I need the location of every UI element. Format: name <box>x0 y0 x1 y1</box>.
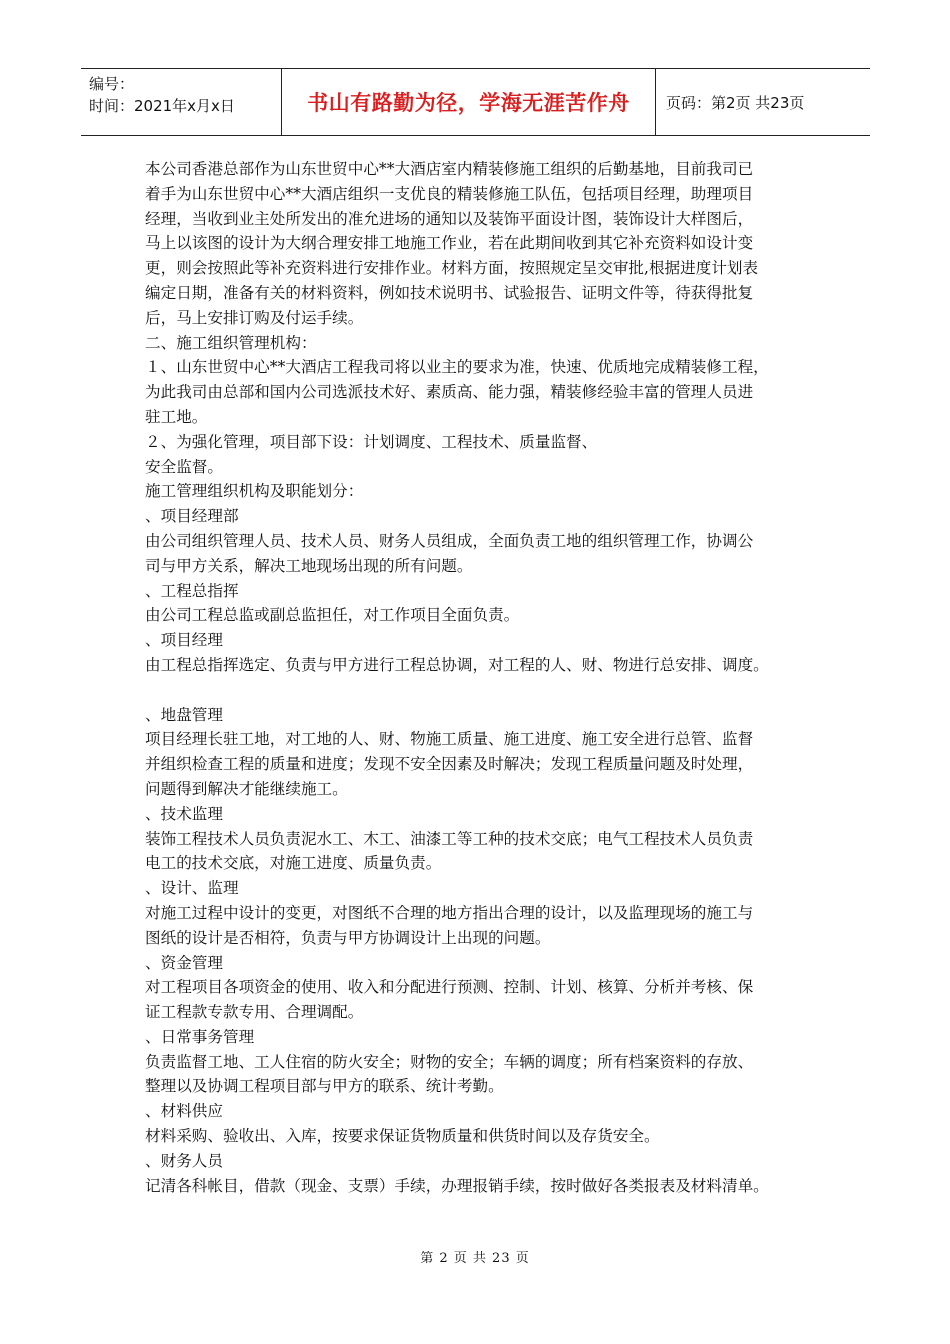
document-number-label: 编号： <box>89 75 135 93</box>
body-line: 、设计、监理 <box>145 879 239 898</box>
body-line: 、项目经理部 <box>145 507 239 526</box>
body-line: 马上以该图的设计为大纲合理安排工地施工作业，若在此期间收到其它补充资料如设计变 <box>145 234 754 253</box>
body-line: 司与甲方关系，解决工地现场出现的所有问题。 <box>145 556 473 575</box>
body-line: １、山东世贸中心**大酒店工程我司将以业主的要求为准，快速、优质地完成精装修工程， <box>145 358 769 377</box>
body-line: 由公司组织管理人员、技术人员、财务人员组成，全面负责工地的组织管理工作，协调公 <box>145 531 754 550</box>
header-page-info: 页码：第2页 共23页 <box>666 93 805 112</box>
body-line: 由公司工程总监或副总监担任，对工作项目全面负责。 <box>145 606 520 625</box>
body-line: 、项目经理 <box>145 631 223 650</box>
document-time-label: 时间：2021年x月x日 <box>89 97 235 115</box>
page-footer: 第 2 页 共 23 页 <box>420 1251 530 1266</box>
body-line: 、技术监理 <box>145 804 223 823</box>
body-line: 对施工过程中设计的变更，对图纸不合理的地方指出合理的设计，以及监理现场的施工与 <box>145 903 754 922</box>
body-line: 对工程项目各项资金的使用、收入和分配进行预测、控制、计划、核算、分析并考核、保 <box>145 978 754 997</box>
document-header <box>81 68 870 136</box>
document-body <box>145 157 810 1198</box>
body-line: 、日常事务管理 <box>145 1027 255 1046</box>
body-line: 施工管理组织机构及职能划分： <box>145 482 364 501</box>
body-line: 项目经理长驻工地，对工地的人、财、物施工质量、施工进度、施工安全进行总管、监督 <box>145 730 754 749</box>
header-motto: 书山有路勤为径，学海无涯苦作舟 <box>282 69 656 135</box>
body-line: 二、施工组织管理机构： <box>145 333 317 352</box>
body-line: 编定日期，准备有关的材料资料，例如技术说明书、试验报告、证明文件等，待获得批复 <box>145 283 754 302</box>
body-line <box>145 678 810 703</box>
body-line: 电工的技术交底，对施工进度、质量负责。 <box>145 854 442 873</box>
body-line: 着手为山东世贸中心**大酒店组织一支优良的精装修施工队伍，包括项目经理，助理项目 <box>145 184 754 203</box>
body-line: 驻工地。 <box>145 407 208 426</box>
header-meta <box>81 69 282 135</box>
body-line: 、财务人员 <box>145 1151 223 1170</box>
body-line: 、资金管理 <box>145 953 223 972</box>
body-line: 材料采购、验收出、入库，按要求保证货物质量和供货时间以及存货安全。 <box>145 1127 660 1146</box>
body-line: 装饰工程技术人员负责泥水工、木工、油漆工等工种的技术交底；电气工程技术人员负责 <box>145 829 754 848</box>
body-line: 、工程总指挥 <box>145 581 239 600</box>
body-line: 证工程款专款专用、合理调配。 <box>145 1003 364 1022</box>
body-line: 为此我司由总部和国内公司选派技术好、素质高、能力强，精装修经验丰富的管理人员进 <box>145 383 754 402</box>
body-line: 安全监督。 <box>145 457 223 476</box>
body-line: 负责监督工地、工人住宿的防火安全；财物的安全；车辆的调度；所有档案资料的存放、 <box>145 1052 754 1071</box>
body-line: 后，马上安排订购及付运手续。 <box>145 308 364 327</box>
body-line: 整理以及协调工程项目部与甲方的联系、统计考勤。 <box>145 1077 504 1096</box>
body-line: 图纸的设计是否相符，负责与甲方协调设计上出现的问题。 <box>145 928 551 947</box>
body-line: 问题得到解决才能继续施工。 <box>145 779 348 798</box>
body-line: 由工程总指挥选定、负责与甲方进行工程总协调，对工程的人、财、物进行总安排、调度。 <box>145 655 769 674</box>
body-line: 本公司香港总部作为山东世贸中心**大酒店室内精装修施工组织的后勤基地，目前我司已 <box>145 160 754 178</box>
body-line: 更，则会按照此等补充资料进行安排作业。材料方面，按照规定呈交审批,根据进度计划表 <box>145 259 759 278</box>
body-line: 经理，当收到业主处所发出的准允进场的通知以及装饰平面设计图，装饰设计大样图后， <box>145 209 754 228</box>
body-line: 记清各科帐目，借款（现金、支票）手续，办理报销手续，按时做好各类报表及材料清单。 <box>145 1176 769 1195</box>
body-line: ２、为强化管理，项目部下设：计划调度、工程技术、质量监督、 <box>145 432 598 451</box>
body-line: 、材料供应 <box>145 1102 223 1121</box>
body-line: 、地盘管理 <box>145 705 223 724</box>
body-line: 并组织检查工程的质量和进度；发现不安全因素及时解决；发现工程质量问题及时处理， <box>145 755 754 774</box>
